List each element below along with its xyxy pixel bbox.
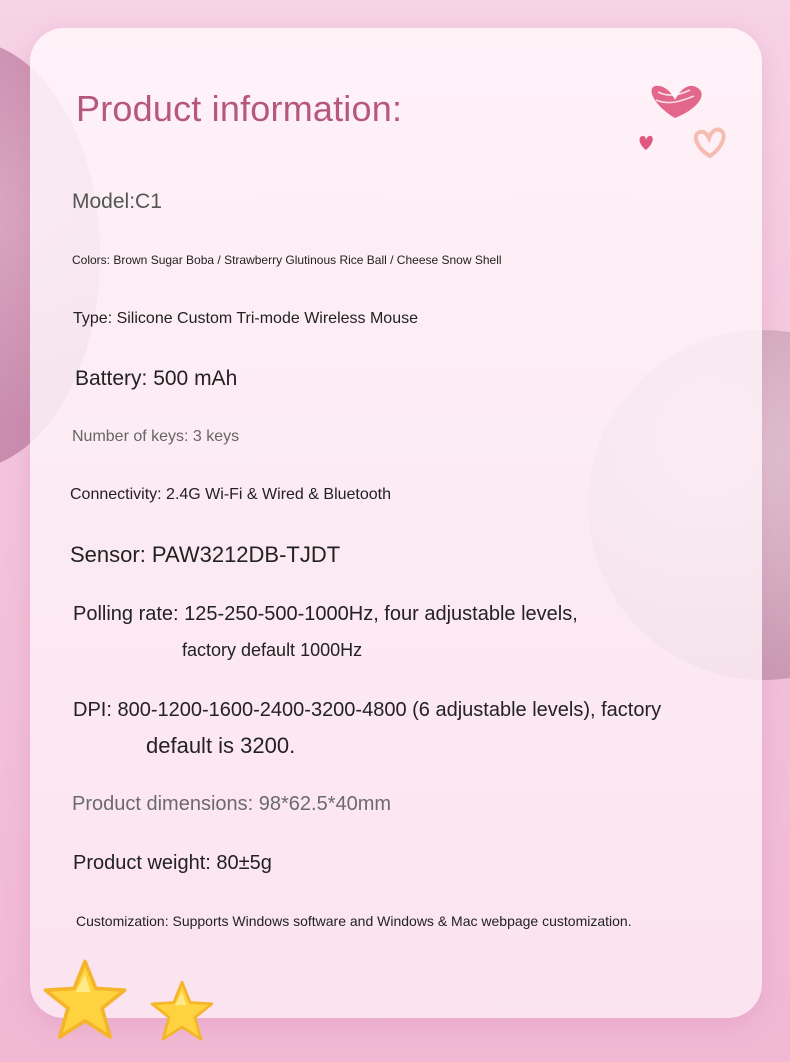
star-icon xyxy=(148,978,216,1046)
spec-dpi-default: default is 3200. xyxy=(146,733,296,758)
spec-type: Type: Silicone Custom Tri-mode Wireless Mouse xyxy=(73,310,418,327)
spec-customization: Customization: Supports Windows software and Windows & Mac webpage customization. xyxy=(76,913,632,929)
spec-sensor: Sensor: PAW3212DB-TJDT xyxy=(70,542,341,567)
heart-icon xyxy=(652,86,702,118)
spec-dpi: DPI: 800-1200-1600-2400-3200-4800 (6 adjustable levels), factory xyxy=(73,699,662,721)
spec-connectivity: Connectivity: 2.4G Wi-Fi & Wired & Bluetooth xyxy=(70,486,391,503)
spec-polling-rate: Polling rate: 125-250-500-1000Hz, four adjustable levels, xyxy=(73,603,578,625)
spec-colors: Colors: Brown Sugar Boba / Strawberry Glutinous Rice Ball / Cheese Snow Shell xyxy=(72,253,502,267)
spec-model: Model:C1 xyxy=(72,190,162,213)
spec-polling-rate-default: factory default 1000Hz xyxy=(182,640,363,660)
heart-icon xyxy=(696,129,724,156)
star-icon xyxy=(40,956,130,1046)
spec-weight: Product weight: 80±5g xyxy=(73,852,272,874)
heart-icon xyxy=(640,136,653,150)
spec-battery: Battery: 500 mAh xyxy=(75,367,238,390)
spec-keys: Number of keys: 3 keys xyxy=(72,428,240,445)
spec-dimensions: Product dimensions: 98*62.5*40mm xyxy=(72,793,392,815)
page-title: Product information: xyxy=(76,88,403,129)
hearts-decoration xyxy=(630,78,740,168)
